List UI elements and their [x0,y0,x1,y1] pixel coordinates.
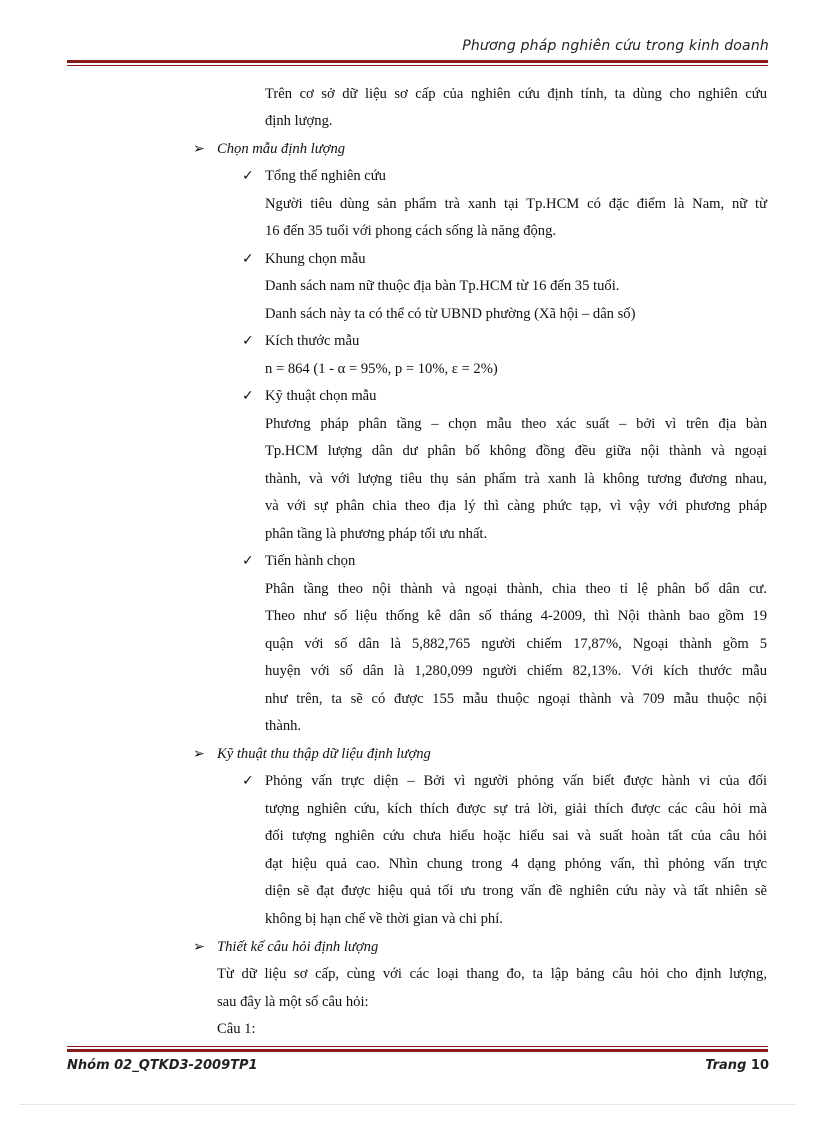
item-title-sampling-technique: Kỹ thuật chọn mẫu [265,388,377,404]
section-title-sample: Chọn mẫu định lượng [217,141,346,157]
intro-line-1: Trên cơ sở dữ liệu sơ cấp của nghiên cứu định tính, ta dùng cho nghiên cứu [265,86,767,102]
footer-page-number [705,1058,769,1073]
sampling-frame-line-1: Danh sách nam nữ thuộc địa bàn Tp.HCM từ 16 đến 35 tuổi. [265,278,620,294]
header-title: Phương pháp nghiên cứu trong kinh doanh [462,38,769,54]
arrow-bullet-icon: ➢ [193,141,205,157]
interview-line-6: không bị hạn chế về thời gian và chi phí. [265,911,503,927]
arrow-bullet-icon: ➢ [193,939,205,955]
item-title-sample-size: Kích thước mẫu [265,333,360,349]
footer-page-value: 10 [750,1058,769,1073]
population-line-2: 16 đến 35 tuổi với phong cách sống là năng động. [265,223,557,239]
technique-line-1: Phương pháp phân tầng – chọn mẫu theo xác suất – bởi vì trên địa bàn [265,416,767,432]
check-bullet-icon: ✓ [242,553,254,569]
item-title-procedure: Tiến hành chọn [265,553,356,569]
procedure-line-4: huyện với số dân là 1,280,099 người chiếm 82,13%. Với kích thước mẫu [265,663,767,679]
technique-line-5: phân tầng là phương pháp tối ưu nhất. [265,526,488,542]
footer-page-label: Trang [705,1058,747,1073]
procedure-line-1: Phân tầng theo nội thành và ngoại thành, chia theo tỉ lệ phân bổ dân cư. [265,581,767,597]
technique-line-3: thành, và với lượng tiêu thụ sản phẩm trà xanh là không tương đương nhau, [265,471,767,487]
procedure-line-6: thành. [265,718,302,734]
questionnaire-line-2: sau đây là một số câu hỏi: [217,994,369,1010]
technique-line-2: Tp.HCM lượng dân dư phân bố không đồng đều giữa nội thành và ngoại [265,443,767,459]
procedure-line-2: Theo như số liệu thống kê dân số tháng 4-2009, thì Nội thành bao gồm 19 [265,608,767,624]
procedure-line-3: quận với số dân là 5,882,765 người chiếm 17,87%, Ngoại thành gồm 5 [265,636,767,652]
population-line-1: Người tiêu dùng sản phẩm trà xanh tại Tp.HCM có đặc điểm là Nam, nữ từ [265,196,767,212]
questionnaire-line-3: Câu 1: [217,1021,256,1037]
section-title-questionnaire: Thiết kế câu hỏi định lượng [217,939,379,955]
item-title-population: Tổng thể nghiên cứu [265,168,386,184]
footer-group-name: Nhóm 02_QTKD3-2009TP1 [67,1058,258,1073]
check-bullet-icon: ✓ [242,168,254,184]
procedure-line-5: như trên, ta sẽ có được 155 mẫu thuộc ngoại thành và 709 mẫu thuộc nội [265,691,767,707]
header-rule-thick [67,60,768,63]
sampling-frame-line-2: Danh sách này ta có thể có từ UBND phường (Xã hội – dân số) [265,306,636,322]
footer-rule-thin [67,1046,768,1047]
header-rule-thin [67,65,768,66]
technique-line-4: và với sự phân chia theo địa lý thì càng phức tạp, vì vậy với phương pháp [265,498,767,514]
interview-line-3: đối tượng nghiên cứu chưa hiểu hoặc hiểu sai và suất hoàn tất của câu hỏi [265,828,767,844]
interview-line-1: Phỏng vấn trực diện – Bởi vì người phỏng vấn biết được hành vi của đối [265,773,767,789]
check-bullet-icon: ✓ [242,773,254,789]
intro-line-2: định lượng. [265,113,333,129]
arrow-bullet-icon: ➢ [193,746,205,762]
footer-rule-thick [67,1049,768,1052]
section-title-data-collection: Kỹ thuật thu thập dữ liệu định lượng [217,746,431,762]
page-bottom-dotted-line [20,1104,796,1105]
check-bullet-icon: ✓ [242,251,254,267]
sample-size-formula: n = 864 (1 - α = 95%, p = 10%, ε = 2%) [265,361,498,377]
questionnaire-line-1: Từ dữ liệu sơ cấp, cùng với các loại thang đo, ta lập bảng câu hỏi cho định lượng, [217,966,767,982]
interview-line-5: diện sẽ đạt được hiệu quả tối ưu trong vấn đề nghiên cứu này và tất nhiên sẽ [265,883,767,899]
interview-line-2: tượng nghiên cứu, kích thích được sự trả lời, giải thích được các câu hỏi mà [265,801,767,817]
item-title-sampling-frame: Khung chọn mẫu [265,251,366,267]
interview-line-4: đạt hiệu quả cao. Nhìn chung trong 4 dạng phỏng vấn, thì phỏng vấn trực [265,856,767,872]
check-bullet-icon: ✓ [242,333,254,349]
check-bullet-icon: ✓ [242,388,254,404]
